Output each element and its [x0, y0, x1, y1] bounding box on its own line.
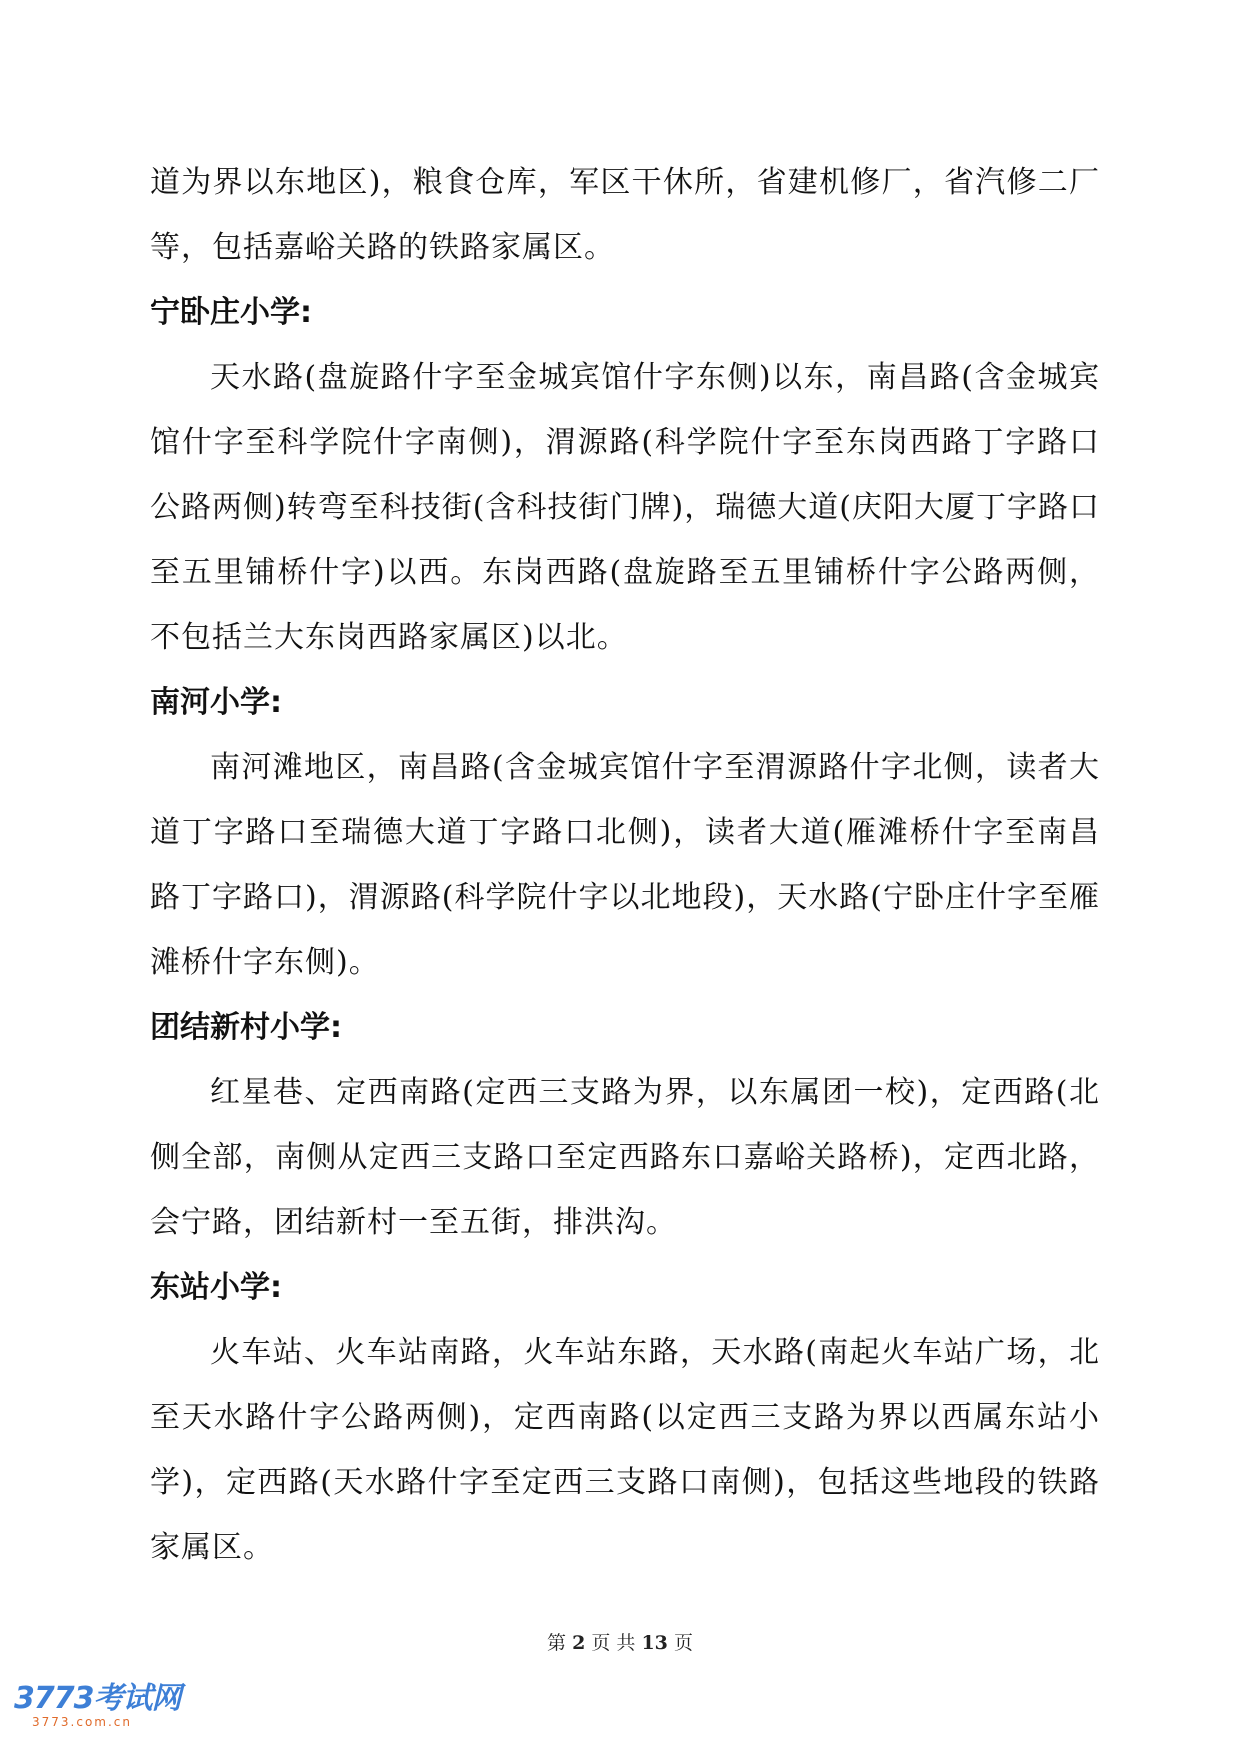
site-watermark-logo	[14, 1683, 184, 1743]
footer-suffix: 页	[673, 1632, 693, 1654]
paragraph-intro: 道为界以东地区)，粮食仓库，军区干休所，省建机修厂，省汽修二厂等，包括嘉峪关路的铁路家属区。	[150, 165, 1101, 265]
document-body	[150, 150, 1100, 1580]
paragraph-dongzhan: 火车站、火车站南路，火车站东路，天水路(南起火车站广场，北至天水路什字公路两侧)，定西南路(以定西三支路为界以西属东站小学)，定西路(天水路什字至定西三支路口南侧)，包括这些地段的铁路家属区。	[150, 1335, 1100, 1565]
section-heading-ningwozhuang: 宁卧庄小学:	[150, 295, 312, 330]
footer-total-pages: 13	[641, 1632, 668, 1654]
paragraph-ningwozhuang: 天水路(盘旋路什字至金城宾馆什字东侧)以东，南昌路(含金城宾馆什字至科学院什字南侧)，渭源路(科学院什字至东岗西路丁字路口公路两侧)转弯至科技街(含科技街门牌)，瑞德大道(庆阳大厦丁字路口至五里铺桥什字)以西。东岗西路(盘旋路至五里铺桥什字公路两侧，不包括兰大东岗西路家属区)以北。	[150, 360, 1100, 655]
section-heading-nanhe: 南河小学:	[150, 685, 282, 720]
section-heading-dongzhan: 东站小学:	[150, 1270, 282, 1305]
section-heading-tuanjiexincun: 团结新村小学:	[150, 1010, 342, 1045]
footer-current-page: 2	[572, 1632, 586, 1654]
paragraph-nanhe: 南河滩地区，南昌路(含金城宾馆什字至渭源路什字北侧，读者大道丁字路口至瑞德大道丁字路口北侧)，读者大道(雁滩桥什字至南昌路丁字路口)，渭源路(科学院什字以北地段)，天水路(宁卧庄什字至雁滩桥什字东侧)。	[150, 750, 1100, 980]
paragraph-tuanjiexincun: 红星巷、定西南路(定西三支路为界，以东属团一校)，定西路(北侧全部，南侧从定西三支路口至定西路东口嘉峪关路桥)，定西北路，会宁路，团结新村一至五街，排洪沟。	[150, 1075, 1100, 1240]
page-footer	[0, 1628, 1240, 1655]
footer-middle: 页 共	[591, 1632, 636, 1654]
watermark-main-text: 3773考试网	[14, 1681, 181, 1716]
footer-prefix: 第	[547, 1632, 567, 1654]
watermark-url-text: 3773.com.cn	[32, 1715, 132, 1729]
